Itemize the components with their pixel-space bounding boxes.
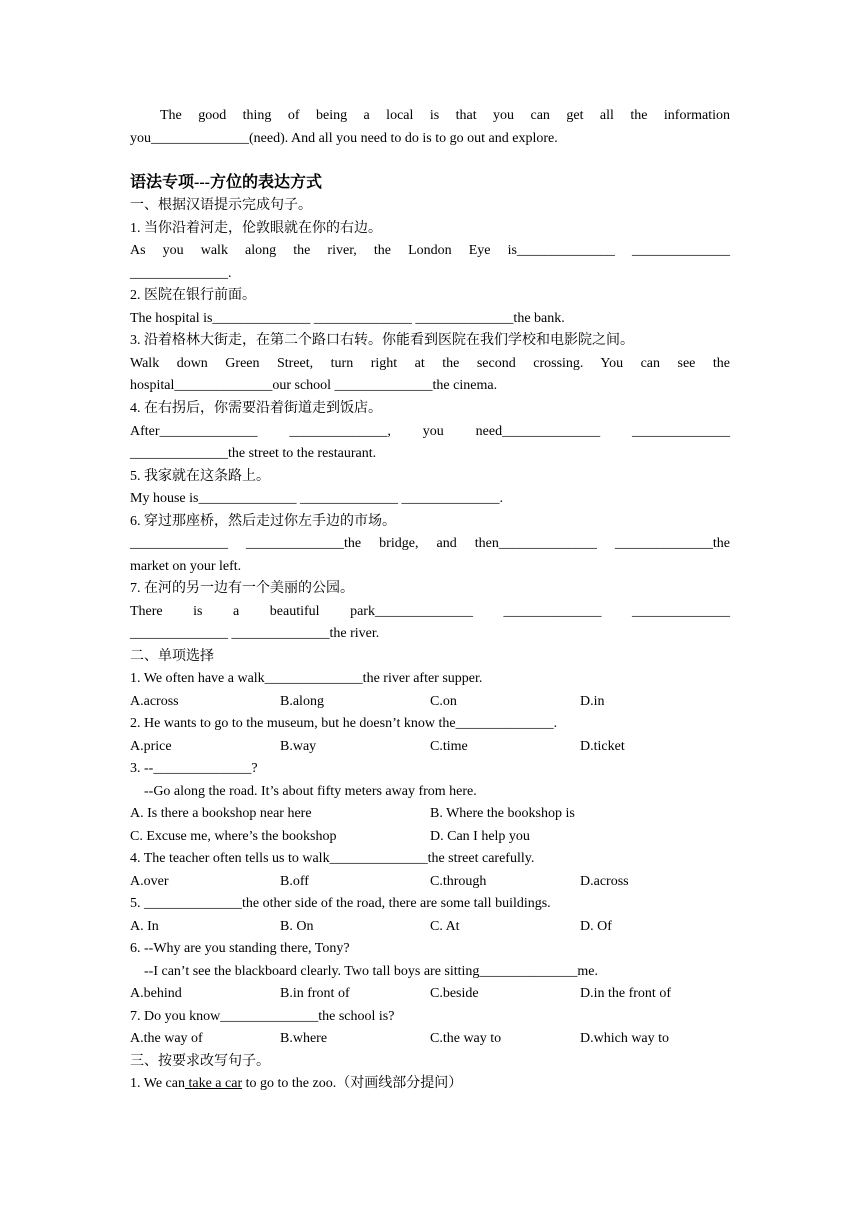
option: B. On xyxy=(280,919,314,934)
option: D.in the front of xyxy=(580,986,671,1001)
q3-reply: --Go along the road. It’s about fifty meters away from here. xyxy=(144,784,477,799)
option: C. Excuse me, where’s the bookshop xyxy=(130,829,337,844)
p1-line: ______________ ______________the river. xyxy=(130,626,380,641)
p1-line: Walk down Green Street, turn right at the second crossing. You can see the xyxy=(130,356,730,371)
p1-line: The hospital is______________ ______________ ______________the bank. xyxy=(130,311,565,326)
q6-text: 6. --Why are you standing there, Tony? xyxy=(130,941,350,956)
p1-line: 4. 在右拐后，你需要沿着街道走到饭店。 xyxy=(130,401,382,416)
p1-line: After______________ ______________, you need______________ ______________ xyxy=(130,424,730,439)
option: A.over xyxy=(130,874,169,889)
p1-line: market on your left. xyxy=(130,559,242,574)
option: C.beside xyxy=(430,986,479,1001)
p1-line: As you walk along the river, the London Eye is______________ ______________ xyxy=(130,243,730,258)
p1-line: ______________the street to the restaurant. xyxy=(130,446,377,461)
q6-reply: --I can’t see the blackboard clearly. Two tall boys are sitting______________me. xyxy=(144,964,599,979)
intro-line-2: you______________(need). And all you need to do is to go out and explore. xyxy=(130,131,558,146)
option: C.time xyxy=(430,739,468,754)
q3-options-row2 xyxy=(130,826,730,848)
p1-line: 1. 当你沿着河走，伦敦眼就在你的右边。 xyxy=(130,221,382,236)
p1-line: 7. 在河的另一边有一个美丽的公园。 xyxy=(130,581,354,596)
p1-line: 2. 医院在银行前面。 xyxy=(130,288,256,303)
option: D.ticket xyxy=(580,739,625,754)
q7-options xyxy=(130,1028,730,1050)
q2-text: 2. He wants to go to the museum, but he doesn’t know the______________. xyxy=(130,716,558,731)
option: B.off xyxy=(280,874,309,889)
q5-text: 5. ______________the other side of the road, there are some tall buildings. xyxy=(130,896,551,911)
option: C.on xyxy=(430,694,457,709)
option: D.across xyxy=(580,874,629,889)
q5-options xyxy=(130,916,730,938)
q1-options xyxy=(130,691,730,713)
part1-heading: 一、根据汉语提示完成句子。 xyxy=(130,198,312,213)
p1-line: My house is______________ ______________ ______________. xyxy=(130,491,503,506)
option: D.in xyxy=(580,694,605,709)
option: C.through xyxy=(430,874,487,889)
p3-q1-post: to go to the zoo.（对画线部分提问） xyxy=(242,1076,463,1091)
option: B. Where the bookshop is xyxy=(430,806,575,821)
q3-text: 3. --______________? xyxy=(130,761,258,776)
intro-line-1: The good thing of being a local is that you can get all the information xyxy=(160,108,730,123)
p3-q1-underlined: take a car xyxy=(184,1076,243,1091)
p3-q1-pre: 1. We can xyxy=(130,1076,185,1091)
option: C.the way to xyxy=(430,1031,502,1046)
p3-q1 xyxy=(130,1073,730,1095)
p1-line: There is a beautiful park______________ ______________ ______________ xyxy=(130,604,730,619)
p1-line: 3. 沿着格林大街走，在第二个路口右转。你能看到医院在我们学校和电影院之间。 xyxy=(130,333,634,348)
option: D. Of xyxy=(580,919,612,934)
p1-line: ______________. xyxy=(130,266,232,281)
option: B.way xyxy=(280,739,317,754)
q3-options-row1 xyxy=(130,803,730,825)
q7-text: 7. Do you know______________the school is? xyxy=(130,1009,395,1024)
option: B.where xyxy=(280,1031,328,1046)
option: A. In xyxy=(130,919,159,934)
p1-line: 5. 我家就在这条路上。 xyxy=(130,469,270,484)
q4-text: 4. The teacher often tells us to walk______________the street carefully. xyxy=(130,851,535,866)
option: B.in front of xyxy=(280,986,350,1001)
option: A.price xyxy=(130,739,172,754)
q4-options xyxy=(130,871,730,893)
option: D.which way to xyxy=(580,1031,670,1046)
part2-heading: 二、单项选择 xyxy=(130,649,214,664)
q1-text: 1. We often have a walk______________the river after supper. xyxy=(130,671,483,686)
option: A. Is there a bookshop near here xyxy=(130,806,312,821)
q2-options xyxy=(130,736,730,758)
p1-line: ______________ ______________the bridge, and then______________ ______________the xyxy=(130,536,730,551)
option: A.across xyxy=(130,694,179,709)
p1-line: 6. 穿过那座桥，然后走过你左手边的市场。 xyxy=(130,514,396,529)
option: D. Can I help you xyxy=(430,829,530,844)
option: C. At xyxy=(430,919,460,934)
option: A.behind xyxy=(130,986,182,1001)
p1-line: hospital______________our school ______________the cinema. xyxy=(130,378,498,393)
q6-options xyxy=(130,983,730,1005)
option: B.along xyxy=(280,694,324,709)
part3-heading: 三、按要求改写句子。 xyxy=(130,1054,270,1069)
option: A.the way of xyxy=(130,1031,203,1046)
section-title: 语法专项---方位的表达方式 xyxy=(130,174,322,191)
